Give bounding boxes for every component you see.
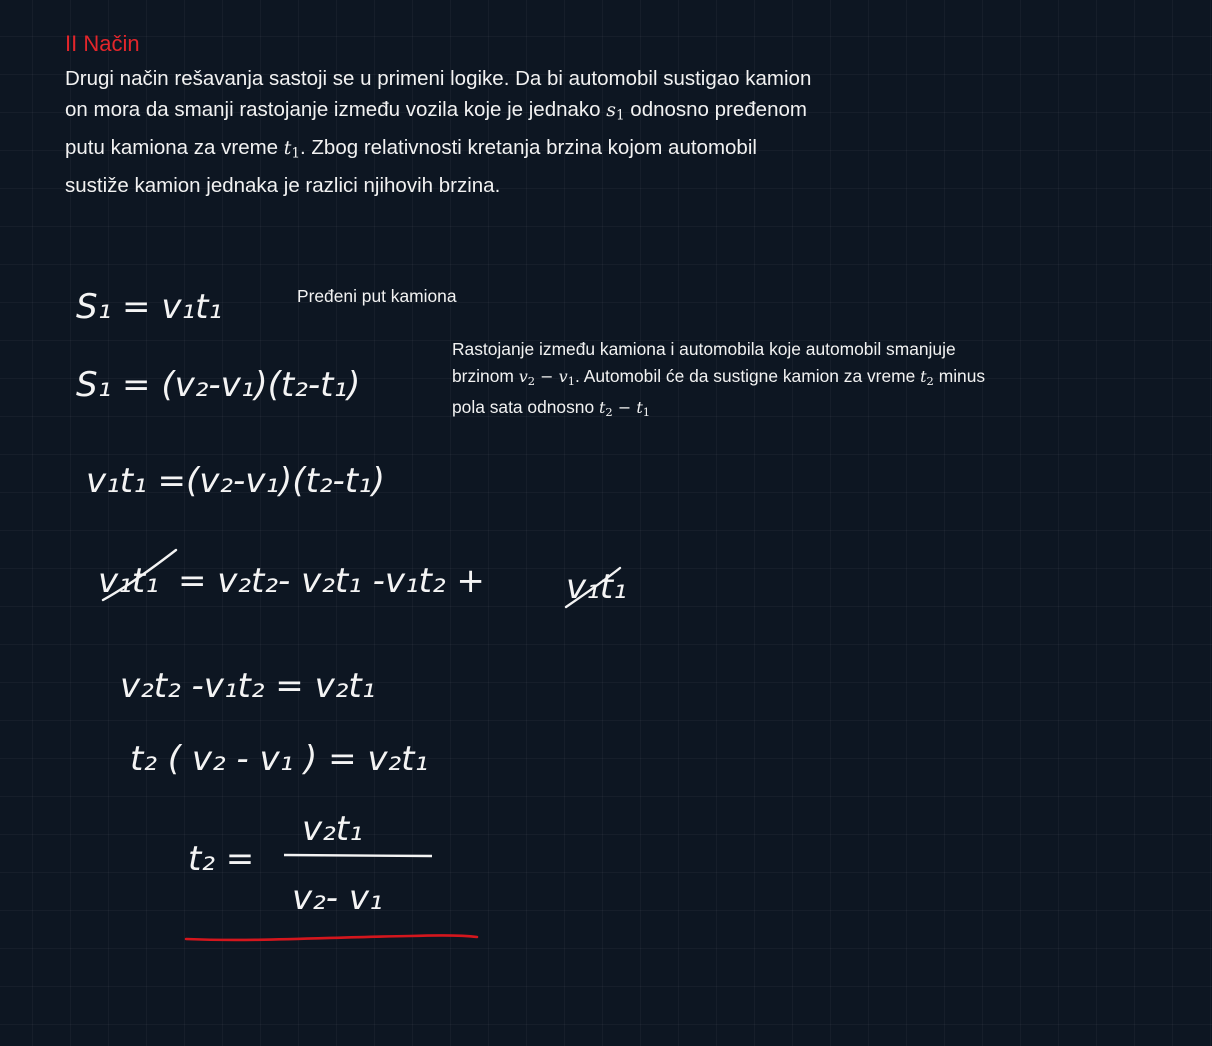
math-t-symbol: t [636,398,643,418]
section-heading: II Način [65,31,140,56]
math-v-symbol: v [558,366,568,386]
math-v1 [559,367,575,386]
fraction-bar [284,855,432,856]
math-sub-1: 1 [291,145,301,162]
note-predjeni-put: Pređeni put kamiona [297,286,457,306]
math-t-symbol: t [283,137,292,160]
math-t1 [283,137,301,162]
note-rastojanje-line-3 [452,394,1152,426]
math-minus: − [535,366,559,386]
equation-4-rhs: = v₂t₂- v₂t₁ -v₁t₂ + [178,561,485,601]
strike-right [566,568,620,607]
equation-7-numerator: v₂t₁ [302,809,363,849]
equation-7-lhs: t₂ = [188,839,255,879]
math-s1 [606,99,625,124]
equation-6: t₂ ( v₂ - v₁ ) = v₂t₁ [130,739,429,779]
cancellation-strokes [103,550,620,607]
intro-line-3 [65,132,945,170]
strike-left [103,550,176,600]
intro-line-2a: on mora da smanji rastojanje između vozila koje je jednako [65,98,607,122]
math-sub-1: 1 [642,405,651,420]
equation-7-denominator: v₂- v₁ [292,878,383,918]
intro-line-1: Drugi način rešavanja sastoji se u primeni logike. Da bi automobil sustigao kamion [65,67,812,90]
intro-line-3a: putu kamiona za vreme [65,136,284,160]
math-minus: − [612,398,637,418]
math-v2 [519,367,535,386]
equation-5: v₂t₂ -v₁t₂ = v₂t₁ [120,666,376,706]
equation-1: S₁ = v₁t₁ [76,287,223,327]
math-sub-2: 2 [926,373,934,388]
intro-line-2 [65,94,945,132]
math-t2 [920,367,934,386]
equation-4-lhs: v₁t₁ [98,561,159,601]
math-t-symbol: t [598,398,606,418]
equation-3: v₁t₁ =(v₂-v₁)(t₂-t₁) [86,461,386,501]
math-sub-2: 2 [605,405,613,420]
math-s-symbol: s [606,99,616,122]
note-part: pola sata odnosno [452,397,599,418]
math-t-symbol: t [920,366,927,386]
intro-line-4: sustiže kamion jednaka je razlici njihovih brzina. [65,174,501,197]
math-v-symbol: v [518,366,528,386]
math-t1 [636,398,651,420]
equation-4-end: v₁t₁ [566,567,627,607]
note-rastojanje-line-1: Rastojanje između kamiona i automobila koje automobil smanjuje [452,339,956,359]
math-sub-2: 2 [527,373,536,388]
intro-line-3b: . Zbog relativnosti kretanja brzina kojom automobil [300,136,757,160]
result-underline [186,935,477,940]
note-part: brzinom [452,365,519,386]
math-sub-1: 1 [615,107,625,124]
note-part: minus [933,365,986,386]
intro-line-2b: odnosno pređenom [624,98,807,122]
note-part: . Automobil će da sustigne kamion za vreme [575,365,921,386]
intro-paragraph [65,63,945,201]
note-rastojanje [452,336,1152,426]
math-sub-1: 1 [567,373,576,388]
equation-2: S₁ = (v₂-v₁)(t₂-t₁) [76,365,361,405]
math-t2 [598,398,613,420]
note-rastojanje-line-2 [452,363,1152,395]
